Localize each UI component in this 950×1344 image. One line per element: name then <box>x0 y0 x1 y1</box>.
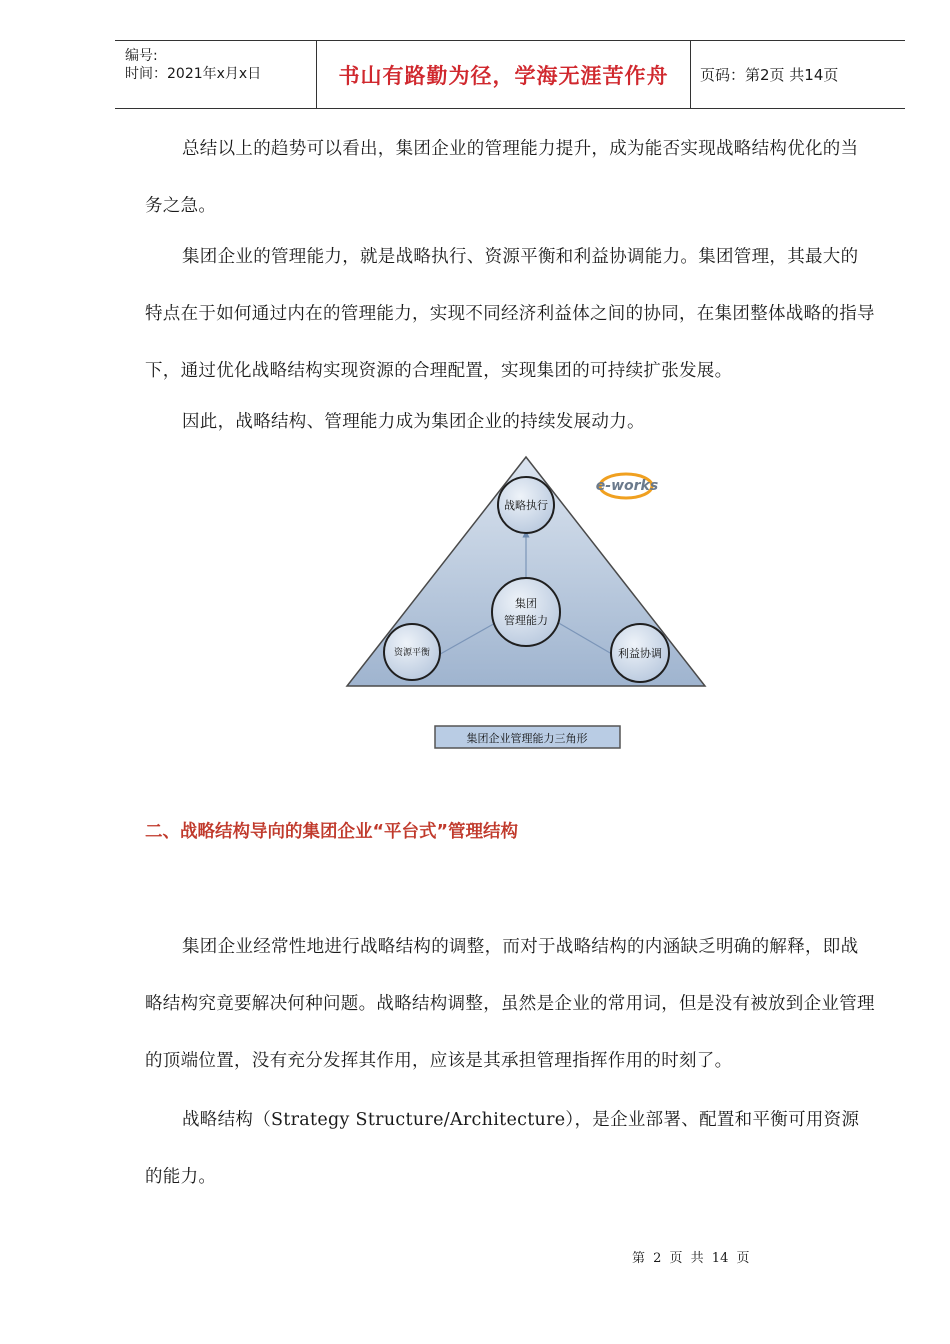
management-triangle-figure <box>345 452 711 752</box>
page-header <box>115 40 905 109</box>
triangle-diagram <box>345 452 711 752</box>
paragraph-2: 集团企业的管理能力，就是战略执行、资源平衡和利益协调能力。集团管理，其最大的特点在于如何通过内在的管理能力，实现不同经济利益体之间的协同，在集团整体战略的指导下，通过优化战略结构实现资源的合理配置，实现集团的可持续扩张发展。 <box>145 247 875 381</box>
header-page <box>700 41 905 108</box>
paragraph-3: 因此，战略结构、管理能力成为集团企业的持续发展动力。 <box>182 412 645 432</box>
figure-caption: 集团企业管理能力三角形 <box>466 732 588 745</box>
time-label: 时间：2021年x月x日 <box>125 66 262 82</box>
paragraph-1: 总结以上的趋势可以看出，集团企业的管理能力提升，成为能否实现战略结构优化的当务之急。 <box>145 139 859 216</box>
node-right-label: 利益协调 <box>618 647 662 660</box>
paragraph-4: 集团企业经常性地进行战略结构的调整，而对于战略结构的内涵缺乏明确的解释，即战略结构究竟要解决何种问题。战略结构调整，虽然是企业的常用词，但是没有被放到企业管理的顶端位置，没有充分发挥其作用，应该是其承担管理指挥作用的时刻了。 <box>145 937 875 1071</box>
page-footer: 第 2 页 共 14 页 <box>632 1251 750 1266</box>
page-label: 页码：第2页 共14页 <box>700 66 839 84</box>
node-center-circle <box>492 578 560 646</box>
number-label: 编号: <box>125 48 158 64</box>
motto-text: 书山有路勤为径，学海无涯苦作舟 <box>338 63 669 88</box>
node-top-label: 战略执行 <box>504 499 548 512</box>
header-meta <box>115 41 315 108</box>
eworks-logo <box>596 474 658 498</box>
section-title: 二、战略结构导向的集团企业“平台式”管理结构 <box>145 822 519 842</box>
header-motto <box>316 41 691 108</box>
node-left-label: 资源平衡 <box>393 648 431 658</box>
node-center-label-1: 集团 <box>515 597 537 610</box>
paragraph-5: 战略结构（Strategy Structure/Architecture），是企业部署、配置和平衡可用资源的能力。 <box>145 1110 860 1187</box>
logo-text: e-works <box>595 478 659 494</box>
node-center-label-2: 管理能力 <box>504 614 548 627</box>
